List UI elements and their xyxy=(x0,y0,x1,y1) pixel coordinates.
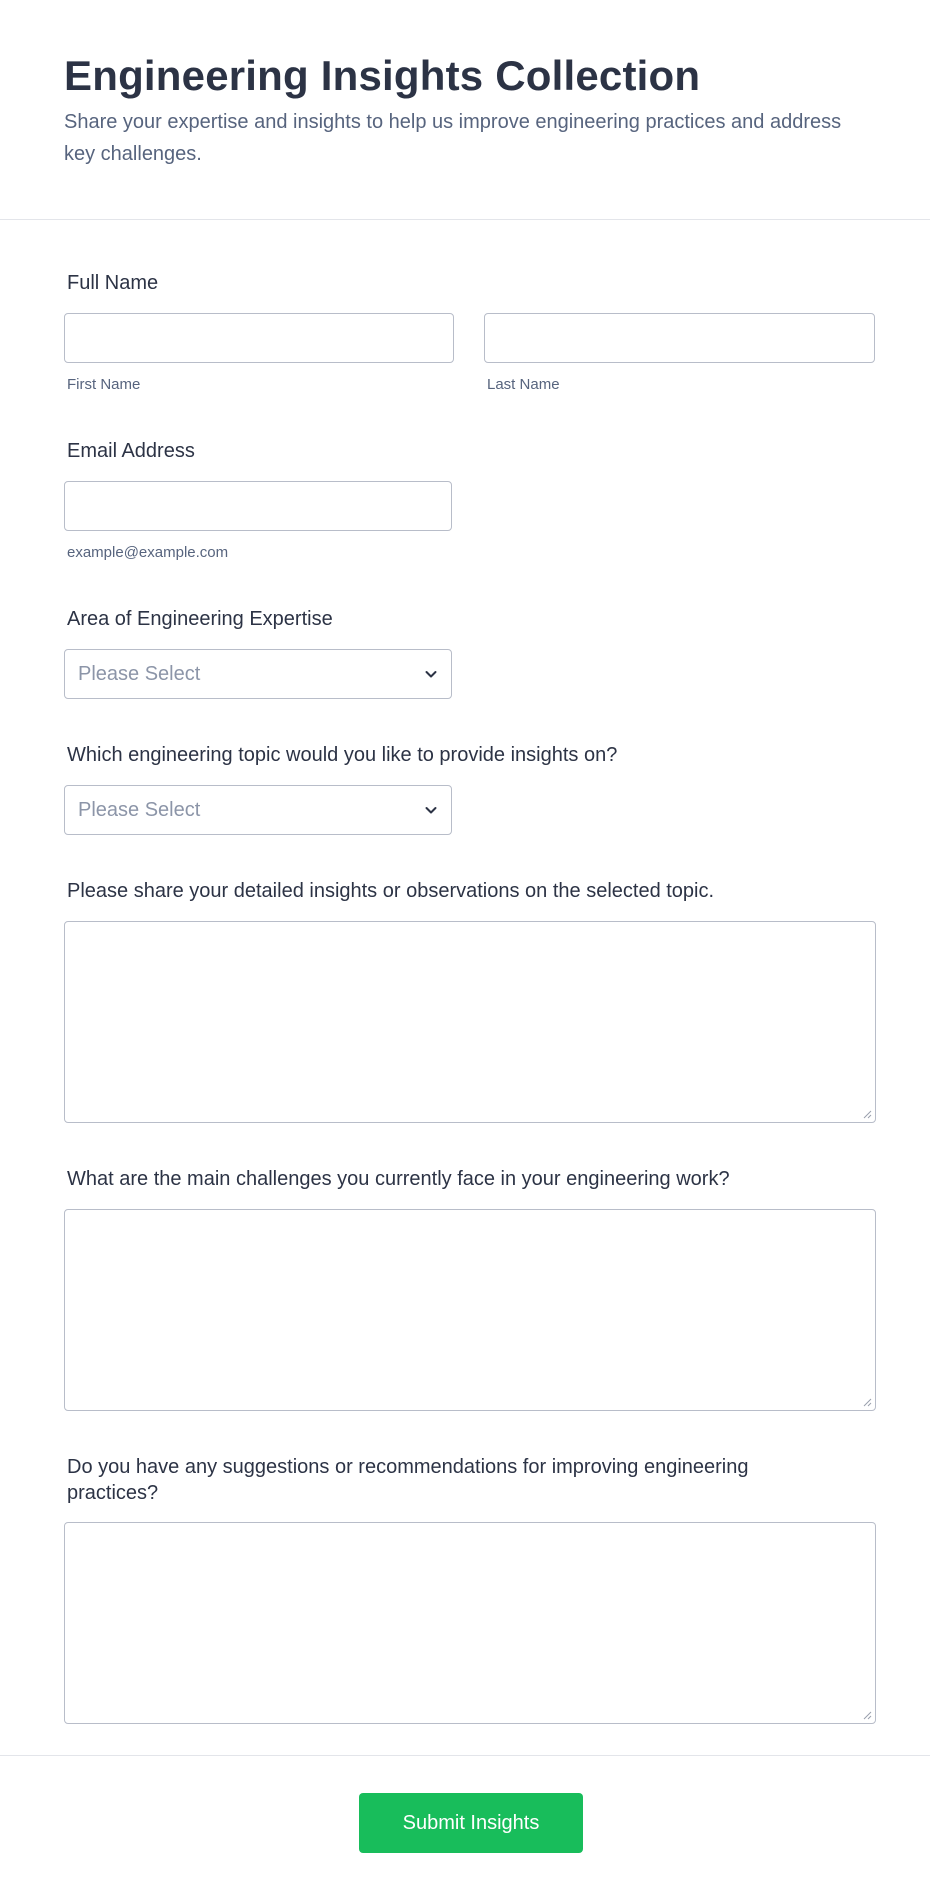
challenges-textarea[interactable] xyxy=(64,1209,876,1411)
chevron-down-icon xyxy=(423,802,439,818)
topic-select-value: Please Select xyxy=(78,799,201,821)
chevron-down-icon xyxy=(423,666,439,682)
last-name-input[interactable] xyxy=(484,313,875,363)
first-name-sublabel: First Name xyxy=(67,376,141,393)
topic-label: Which engineering topic would you like to provide insights on? xyxy=(67,744,618,766)
page-title: Engineering Insights Collection xyxy=(64,52,701,99)
expertise-select[interactable] xyxy=(64,649,452,699)
challenges-label: What are the main challenges you currently face in your engineering work? xyxy=(67,1168,730,1190)
resize-grip-icon[interactable] xyxy=(862,1397,872,1407)
first-name-input[interactable] xyxy=(64,313,454,363)
page-subtitle: Share your expertise and insights to help us improve engineering practices and address key challenges. xyxy=(64,111,842,165)
suggestions-textarea[interactable] xyxy=(64,1522,876,1724)
last-name-sublabel: Last Name xyxy=(487,376,560,393)
submit-button[interactable]: Submit Insights xyxy=(359,1793,583,1853)
email-label: Email Address xyxy=(67,440,195,462)
full-name-label: Full Name xyxy=(67,272,159,294)
email-sublabel: example@example.com xyxy=(67,544,229,561)
insights-textarea[interactable] xyxy=(64,921,876,1123)
resize-grip-icon[interactable] xyxy=(862,1710,872,1720)
expertise-label: Area of Engineering Expertise xyxy=(67,608,333,630)
insights-label: Please share your detailed insights or observations on the selected topic. xyxy=(67,880,715,902)
suggestions-label-line1: Do you have any suggestions or recommendations for improving engineering xyxy=(67,1456,749,1478)
email-input[interactable] xyxy=(64,481,452,531)
resize-grip-icon[interactable] xyxy=(862,1109,872,1119)
suggestions-label-line2: practices? xyxy=(67,1482,159,1504)
topic-select[interactable] xyxy=(64,785,452,835)
form-footer xyxy=(0,1755,930,1901)
expertise-select-value: Please Select xyxy=(78,663,201,685)
form-header xyxy=(0,0,930,220)
